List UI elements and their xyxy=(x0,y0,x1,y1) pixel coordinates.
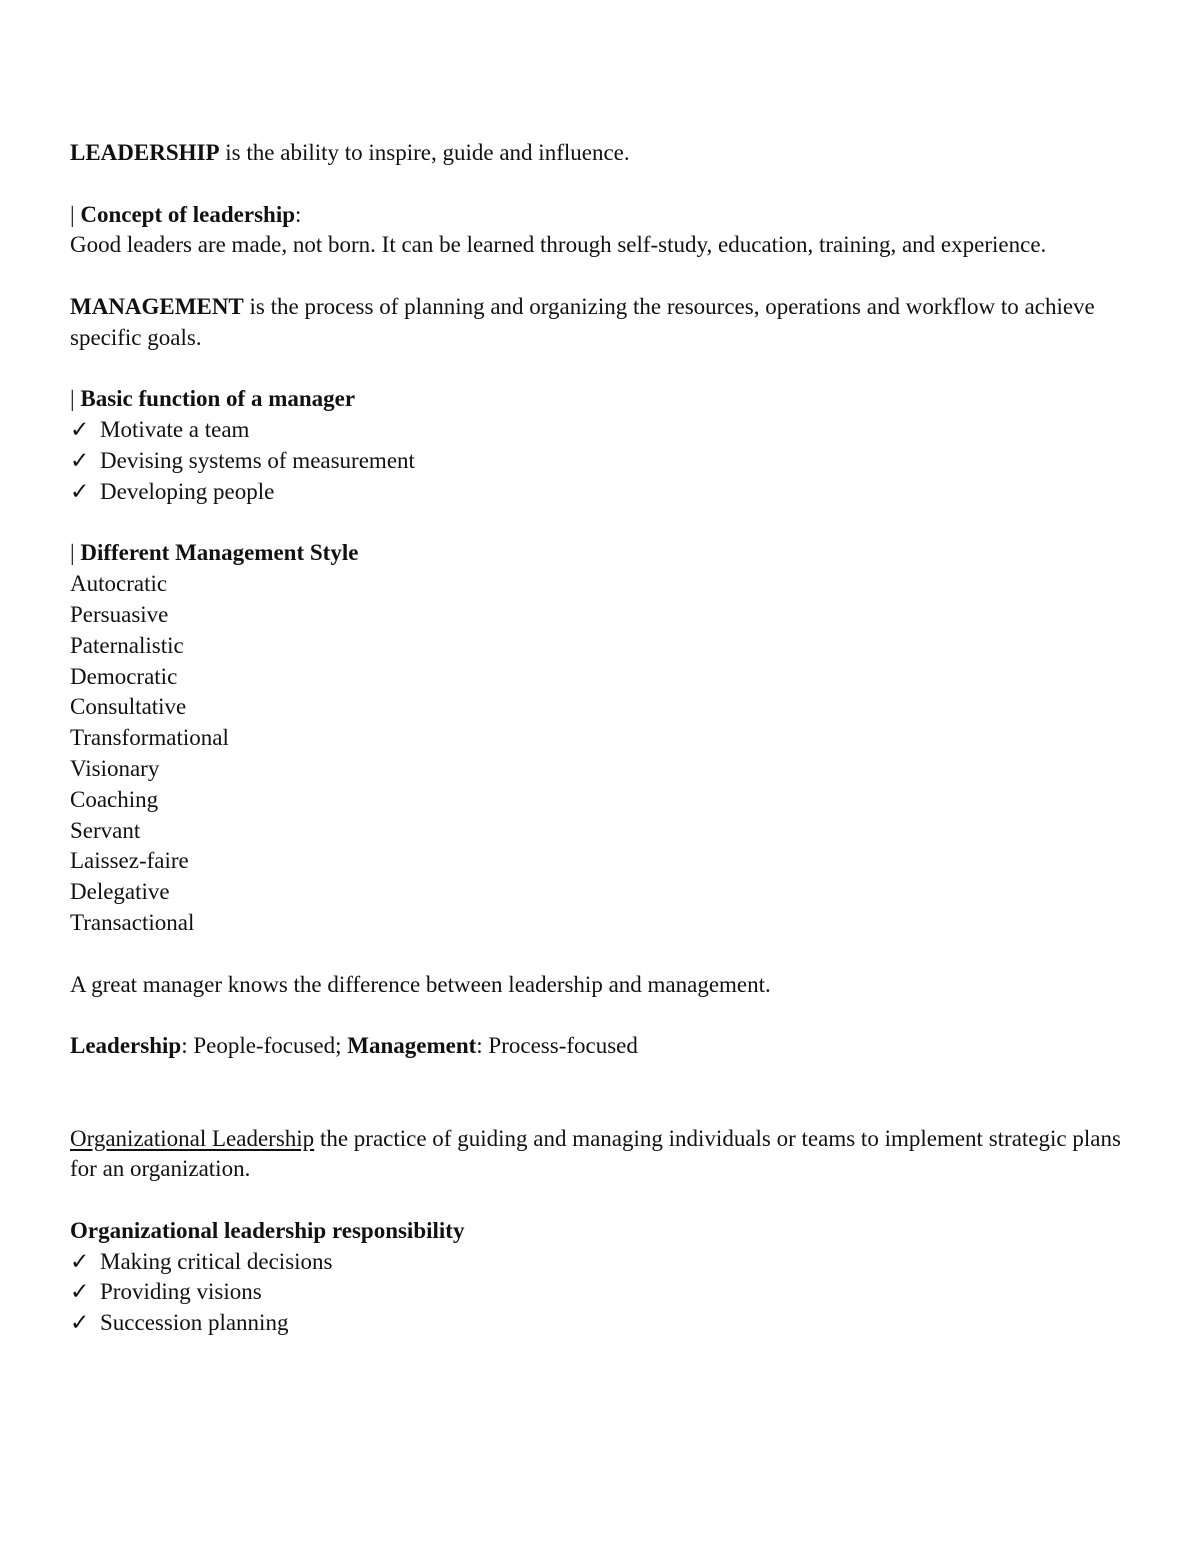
organizational-leadership-definition: Organizational Leadership the practice of guiding and managing individuals or teams to implement strategic plans for an organization. xyxy=(70,1125,1121,1182)
leadership-label: Leadership xyxy=(70,1033,182,1059)
checkmark-icon: ✓ xyxy=(70,1310,90,1336)
difference-sentence: A great manager knows the difference between leadership and management. xyxy=(70,971,771,997)
checkmark-icon: ✓ xyxy=(70,1279,90,1305)
list-item: ✓ Providing visions xyxy=(70,1277,1130,1308)
document-page xyxy=(70,138,1130,1339)
checkmark-icon: ✓ xyxy=(70,447,90,473)
management-definition xyxy=(70,292,1130,354)
list-item: Persuasive xyxy=(70,601,169,627)
concept-heading-text: Concept of leadership xyxy=(80,201,296,227)
list-item: ✓ Developing people xyxy=(70,477,1130,508)
list-item: Paternalistic xyxy=(70,632,184,658)
checkmark-icon: ✓ xyxy=(70,417,90,443)
org-responsibility-heading: Organizational leadership responsibility xyxy=(70,1217,465,1243)
management-style-heading-text: Different Management Style xyxy=(80,540,359,566)
list-item: Visionary xyxy=(70,755,160,781)
leadership-management-comparison: Leadership: People-focused; Management: Process-focused xyxy=(70,1033,638,1059)
list-item: Delegative xyxy=(70,879,170,905)
list-item: Coaching xyxy=(70,786,159,812)
list-item: Democratic xyxy=(70,663,178,689)
management-label: Management xyxy=(347,1033,477,1059)
organizational-leadership-term: Organizational Leadership xyxy=(70,1125,315,1151)
list-item: Laissez-faire xyxy=(70,848,189,874)
list-item: Consultative xyxy=(70,694,187,720)
list-item: Autocratic xyxy=(70,571,168,597)
list-item: ✓ Succession planning xyxy=(70,1308,1130,1339)
management-term: MANAGEMENT xyxy=(70,293,244,319)
checkmark-icon: ✓ xyxy=(70,1248,90,1274)
list-item: ✓ Devising systems of measurement xyxy=(70,446,1130,477)
leadership-definition-text: is the ability to inspire, guide and influence. xyxy=(219,140,630,165)
basic-function-heading-text: Basic function of a manager xyxy=(80,386,356,412)
leadership-definition xyxy=(70,138,1130,169)
concept-body: Good leaders are made, not born. It can be learned through self-study, education, training, and experience. xyxy=(70,232,1047,258)
management-style-heading: | Different Management Style xyxy=(70,540,359,566)
concept-heading: | Concept of leadership: xyxy=(70,201,302,227)
leadership-term: LEADERSHIP xyxy=(70,140,220,165)
list-item: ✓ Making critical decisions xyxy=(70,1247,1130,1278)
list-item: Transactional xyxy=(70,909,195,935)
basic-function-heading: | Basic function of a manager xyxy=(70,386,356,412)
list-item: Servant xyxy=(70,817,141,843)
management-definition-text: is the process of planning and organizing the resources, operations and workflow to achieve specific goals. xyxy=(70,293,1095,350)
checkmark-icon: ✓ xyxy=(70,478,90,504)
list-item: ✓ Motivate a team xyxy=(70,415,1130,446)
list-item: Transformational xyxy=(70,725,229,751)
